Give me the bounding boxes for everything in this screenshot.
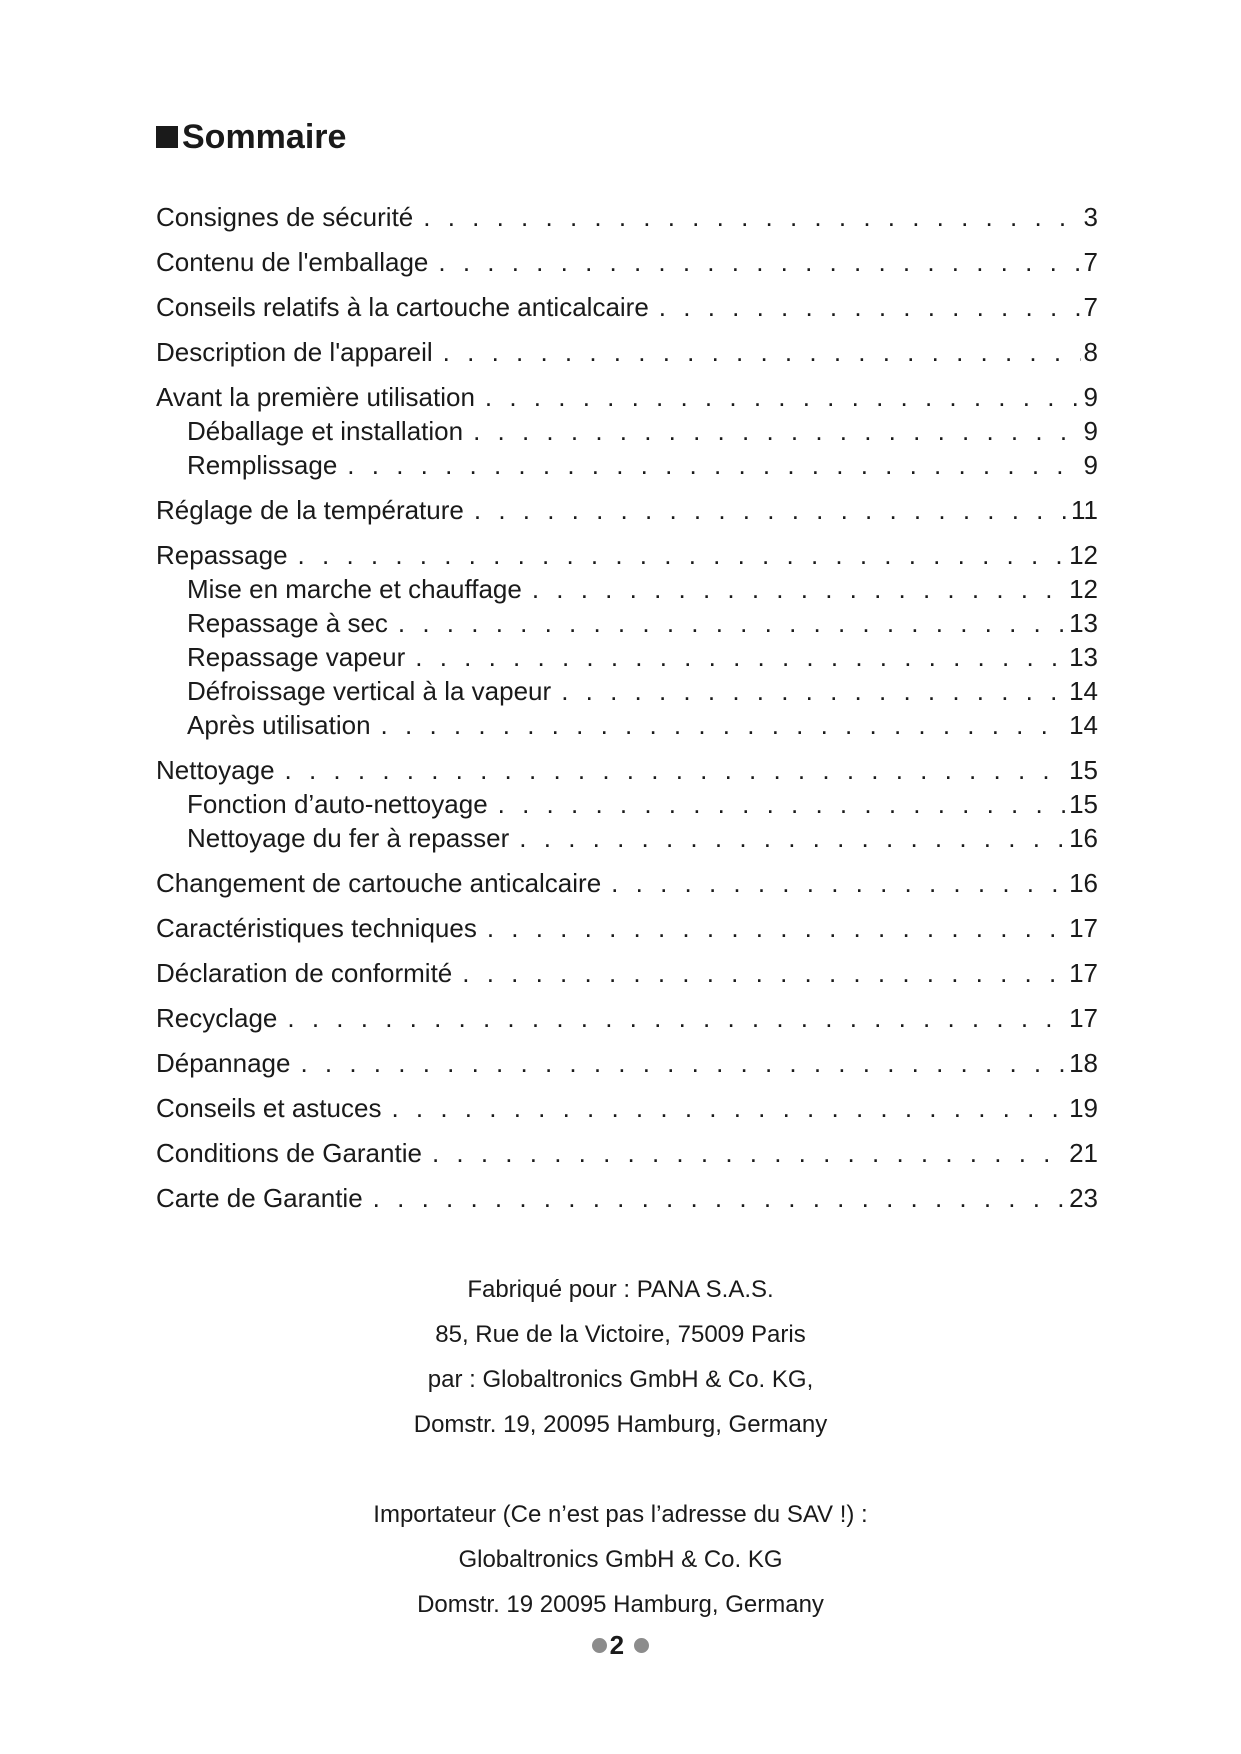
toc-entry-label: Défroissage vertical à la vapeur <box>187 676 552 706</box>
toc-entry <box>156 572 1098 606</box>
toc-entry <box>156 448 1098 482</box>
toc-entry-page: 7 <box>1083 292 1098 322</box>
page-title-text: Sommaire <box>182 118 347 156</box>
page-title <box>156 112 346 162</box>
toc-entry <box>156 674 1098 708</box>
toc-entry-page: 16 <box>1069 823 1098 853</box>
toc-entry-label: Consignes de sécurité <box>156 202 414 232</box>
toc-entry-label: Repassage à sec <box>187 608 388 638</box>
toc-dot-leader <box>498 787 1066 821</box>
toc-dot-leader <box>532 572 1066 606</box>
toc-entry-page: 16 <box>1069 868 1098 898</box>
toc-entry-label: Nettoyage du fer à repasser <box>187 823 510 853</box>
manufacturer-line: 85, Rue de la Victoire, 75009 Paris <box>435 1321 806 1348</box>
toc-entry-page: 9 <box>1083 416 1098 446</box>
toc-entry <box>156 911 1098 945</box>
importer-block <box>0 1492 1241 1627</box>
toc-dot-leader <box>611 866 1066 900</box>
toc-entry <box>156 821 1098 855</box>
toc-entry-page: 3 <box>1083 202 1098 232</box>
page-number-text: 2 <box>609 1630 625 1660</box>
toc-entry <box>156 1091 1098 1125</box>
toc-entry-page: 18 <box>1069 1048 1098 1078</box>
toc-entry-page: 12 <box>1069 540 1098 570</box>
toc-dot-leader <box>519 821 1066 855</box>
toc-dot-leader <box>381 708 1067 742</box>
toc-entry-page: 17 <box>1069 913 1098 943</box>
toc-entry-page: 12 <box>1069 574 1098 604</box>
bullet-dot-icon <box>634 1638 649 1653</box>
toc-dot-leader <box>432 1136 1066 1170</box>
toc-dot-leader <box>474 493 1068 527</box>
square-bullet-icon <box>156 126 178 148</box>
toc-entry-label: Changement de cartouche anticalcaire <box>156 868 602 898</box>
toc-entry-label: Nettoyage <box>156 755 275 785</box>
toc-entry <box>156 200 1098 234</box>
toc-entry <box>156 956 1098 990</box>
toc-entry-page: 23 <box>1069 1183 1098 1213</box>
toc-entry <box>156 708 1098 742</box>
toc-entry-label: Après utilisation <box>187 710 371 740</box>
page-number <box>0 1628 1241 1662</box>
toc-entry-page: 14 <box>1069 676 1098 706</box>
toc-entry <box>156 493 1098 527</box>
toc-dot-leader <box>438 245 1080 279</box>
toc-entry <box>156 380 1098 414</box>
toc-entry-label: Conseils relatifs à la cartouche anticalcaire <box>156 292 649 322</box>
toc-entry <box>156 335 1098 369</box>
toc-dot-leader <box>391 1091 1066 1125</box>
toc-dot-leader <box>285 753 1067 787</box>
toc-entry-page: 21 <box>1069 1138 1098 1168</box>
toc-entry-label: Repassage <box>156 540 288 570</box>
toc-dot-leader <box>415 640 1066 674</box>
toc-entry-label: Déballage et installation <box>187 416 464 446</box>
toc-entry-label: Carte de Garantie <box>156 1183 363 1213</box>
importer-line: Domstr. 19 20095 Hamburg, Germany <box>417 1591 824 1618</box>
toc-entry-page: 17 <box>1069 1003 1098 1033</box>
toc-entry <box>156 538 1098 572</box>
toc-entry-label: Conseils et astuces <box>156 1093 382 1123</box>
toc-dot-leader <box>485 380 1081 414</box>
toc-entry-label: Remplissage <box>187 450 338 480</box>
importer-line: Globaltronics GmbH & Co. KG <box>458 1546 783 1573</box>
toc-entry-label: Déclaration de conformité <box>156 958 453 988</box>
toc-entry-label: Fonction d’auto-nettoyage <box>187 789 488 819</box>
manufacturer-line: Fabriqué pour : PANA S.A.S. <box>467 1276 774 1303</box>
toc-entry <box>156 414 1098 448</box>
toc-entry-page: 13 <box>1069 608 1098 638</box>
toc-dot-leader <box>287 1001 1066 1035</box>
table-of-contents <box>156 200 1098 1215</box>
toc-dot-leader <box>473 414 1080 448</box>
toc-dot-leader <box>300 1046 1066 1080</box>
toc-entry <box>156 640 1098 674</box>
toc-entry <box>156 290 1098 324</box>
toc-dot-leader <box>462 956 1066 990</box>
toc-entry-label: Dépannage <box>156 1048 291 1078</box>
toc-dot-leader <box>443 335 1081 369</box>
toc-dot-leader <box>373 1181 1066 1215</box>
toc-entry-page: 17 <box>1069 958 1098 988</box>
toc-entry-label: Réglage de la température <box>156 495 464 525</box>
toc-entry-label: Mise en marche et chauffage <box>187 574 522 604</box>
toc-entry <box>156 1001 1098 1035</box>
toc-entry <box>156 787 1098 821</box>
toc-entry-label: Recyclage <box>156 1003 278 1033</box>
toc-entry-page: 19 <box>1069 1093 1098 1123</box>
toc-entry <box>156 866 1098 900</box>
manufacturer-line: par : Globaltronics GmbH & Co. KG, <box>427 1366 814 1393</box>
manufacturer-block <box>0 1267 1241 1447</box>
toc-entry <box>156 1046 1098 1080</box>
bullet-dot-icon <box>592 1638 607 1653</box>
toc-entry-label: Caractéristiques techniques <box>156 913 477 943</box>
toc-entry <box>156 606 1098 640</box>
toc-entry-label: Description de l'appareil <box>156 337 433 367</box>
toc-entry <box>156 753 1098 787</box>
manufacturer-line: Domstr. 19, 20095 Hamburg, Germany <box>413 1411 828 1438</box>
toc-entry-page: 8 <box>1083 337 1098 367</box>
toc-entry <box>156 1181 1098 1215</box>
toc-dot-leader <box>298 538 1067 572</box>
toc-entry-page: 9 <box>1083 382 1098 412</box>
toc-entry <box>156 1136 1098 1170</box>
toc-entry-page: 7 <box>1083 247 1098 277</box>
toc-entry-page: 14 <box>1069 710 1098 740</box>
toc-dot-leader <box>347 448 1080 482</box>
toc-entry-page: 11 <box>1071 495 1098 525</box>
toc-entry-page: 9 <box>1083 450 1098 480</box>
toc-entry-label: Contenu de l'emballage <box>156 247 429 277</box>
toc-entry-page: 15 <box>1069 755 1098 785</box>
toc-entry-page: 13 <box>1069 642 1098 672</box>
toc-dot-leader <box>561 674 1066 708</box>
toc-dot-leader <box>659 290 1081 324</box>
toc-entry <box>156 245 1098 279</box>
toc-dot-leader <box>487 911 1066 945</box>
toc-dot-leader <box>398 606 1066 640</box>
toc-entry-label: Repassage vapeur <box>187 642 406 672</box>
toc-entry-label: Avant la première utilisation <box>156 382 475 412</box>
toc-dot-leader <box>423 200 1080 234</box>
toc-entry-page: 15 <box>1069 789 1098 819</box>
importer-line: Importateur (Ce n’est pas l’adresse du SAV !) : <box>373 1501 868 1528</box>
toc-entry-label: Conditions de Garantie <box>156 1138 422 1168</box>
